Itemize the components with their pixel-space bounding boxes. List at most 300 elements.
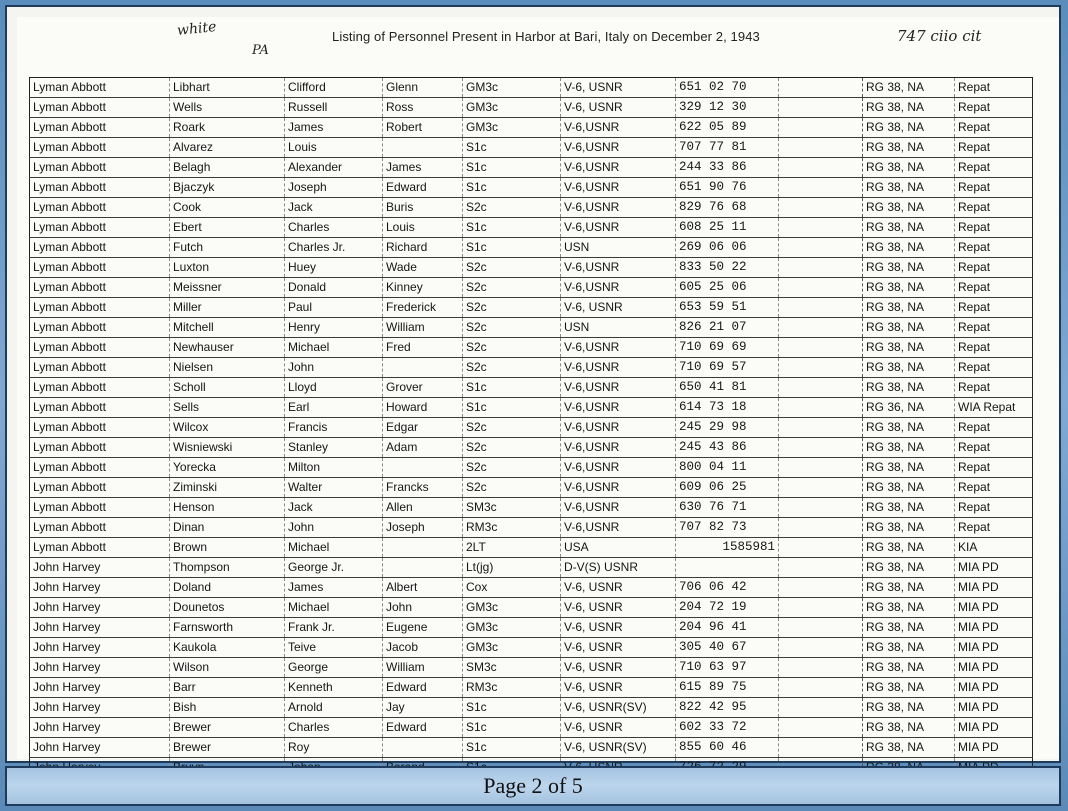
table-row bbox=[30, 258, 1033, 278]
table-row bbox=[30, 98, 1033, 118]
middle-name-cell: John bbox=[383, 598, 463, 618]
middle-name-cell: Edgar bbox=[383, 418, 463, 438]
last-name-cell: Ziminski bbox=[170, 478, 285, 498]
service-number-cell: 204 72 19 bbox=[676, 598, 779, 618]
record-group-cell: RG 38, NA bbox=[863, 438, 955, 458]
record-group-cell: RG 38, NA bbox=[863, 278, 955, 298]
last-name-cell: Roark bbox=[170, 118, 285, 138]
first-name-cell: Arnold bbox=[285, 698, 383, 718]
table-row bbox=[30, 278, 1033, 298]
blank-cell bbox=[779, 138, 863, 158]
service-cell: V-6, USNR bbox=[561, 658, 676, 678]
table-row bbox=[30, 338, 1033, 358]
status-cell: Repat bbox=[955, 318, 1033, 338]
service-cell: V-6,USNR bbox=[561, 498, 676, 518]
ship-cell: John Harvey bbox=[30, 718, 170, 738]
last-name-cell: Nielsen bbox=[170, 358, 285, 378]
ship-cell: John Harvey bbox=[30, 618, 170, 638]
record-group-cell: RG 38, NA bbox=[863, 598, 955, 618]
service-cell: V-6, USNR bbox=[561, 598, 676, 618]
last-name-cell: Wisniewski bbox=[170, 438, 285, 458]
blank-cell bbox=[779, 598, 863, 618]
table-row bbox=[30, 118, 1033, 138]
table-row bbox=[30, 378, 1033, 398]
blank-cell bbox=[779, 738, 863, 758]
rate-cell: S2c bbox=[463, 298, 561, 318]
middle-name-cell: Fred bbox=[383, 338, 463, 358]
table-row bbox=[30, 498, 1033, 518]
blank-cell bbox=[779, 418, 863, 438]
table-row bbox=[30, 658, 1033, 678]
rate-cell: S1c bbox=[463, 698, 561, 718]
last-name-cell: Farnsworth bbox=[170, 618, 285, 638]
service-cell: USN bbox=[561, 238, 676, 258]
service-cell: V-6, USNR bbox=[561, 638, 676, 658]
last-name-cell: Barr bbox=[170, 678, 285, 698]
ship-cell: Lyman Abbott bbox=[30, 198, 170, 218]
blank-cell bbox=[779, 178, 863, 198]
ship-cell: Lyman Abbott bbox=[30, 358, 170, 378]
last-name-cell: Bish bbox=[170, 698, 285, 718]
table-row bbox=[30, 598, 1033, 618]
blank-cell bbox=[779, 638, 863, 658]
record-group-cell: RG 38, NA bbox=[863, 678, 955, 698]
last-name-cell: Belagh bbox=[170, 158, 285, 178]
status-cell: Repat bbox=[955, 378, 1033, 398]
ship-cell: Lyman Abbott bbox=[30, 318, 170, 338]
table-row bbox=[30, 678, 1033, 698]
record-group-cell: RG 38, NA bbox=[863, 418, 955, 438]
record-group-cell: RG 38, NA bbox=[863, 178, 955, 198]
record-group-cell: RG 38, NA bbox=[863, 238, 955, 258]
record-group-cell: RG 38, NA bbox=[863, 658, 955, 678]
status-cell: Repat bbox=[955, 198, 1033, 218]
middle-name-cell: James bbox=[383, 158, 463, 178]
status-cell: Repat bbox=[955, 518, 1033, 538]
middle-name-cell bbox=[383, 738, 463, 758]
service-cell: V-6,USNR bbox=[561, 218, 676, 238]
blank-cell bbox=[779, 498, 863, 518]
first-name-cell: Francis bbox=[285, 418, 383, 438]
middle-name-cell: Richard bbox=[383, 238, 463, 258]
middle-name-cell: Buris bbox=[383, 198, 463, 218]
middle-name-cell: Kinney bbox=[383, 278, 463, 298]
ship-cell: John Harvey bbox=[30, 738, 170, 758]
service-cell: V-6, USNR bbox=[561, 298, 676, 318]
first-name-cell: Donald bbox=[285, 278, 383, 298]
document-title: Listing of Personnel Present in Harbor at Bari, Italy on December 2, 1943 bbox=[332, 29, 760, 44]
record-group-cell: RG 36, NA bbox=[863, 398, 955, 418]
service-cell: V-6,USNR bbox=[561, 518, 676, 538]
first-name-cell: James bbox=[285, 578, 383, 598]
blank-cell bbox=[779, 158, 863, 178]
table-row bbox=[30, 618, 1033, 638]
blank-cell bbox=[779, 118, 863, 138]
rate-cell: S2c bbox=[463, 278, 561, 298]
status-cell: Repat bbox=[955, 218, 1033, 238]
ship-cell: Lyman Abbott bbox=[30, 138, 170, 158]
first-name-cell: Kenneth bbox=[285, 678, 383, 698]
service-cell: V-6, USNR bbox=[561, 618, 676, 638]
personnel-table bbox=[29, 77, 1033, 778]
table-row bbox=[30, 358, 1033, 378]
status-cell: MIA PD bbox=[955, 698, 1033, 718]
middle-name-cell: Joseph bbox=[383, 518, 463, 538]
record-group-cell: RG 38, NA bbox=[863, 198, 955, 218]
blank-cell bbox=[779, 218, 863, 238]
ship-cell: John Harvey bbox=[30, 638, 170, 658]
service-number-cell bbox=[676, 558, 779, 578]
rate-cell: S1c bbox=[463, 378, 561, 398]
service-number-cell: 826 21 07 bbox=[676, 318, 779, 338]
last-name-cell: Luxton bbox=[170, 258, 285, 278]
middle-name-cell bbox=[383, 538, 463, 558]
service-cell: V-6,USNR bbox=[561, 158, 676, 178]
status-cell: Repat bbox=[955, 498, 1033, 518]
table-row bbox=[30, 518, 1033, 538]
ship-cell: John Harvey bbox=[30, 698, 170, 718]
blank-cell bbox=[779, 558, 863, 578]
status-cell: Repat bbox=[955, 278, 1033, 298]
last-name-cell: Scholl bbox=[170, 378, 285, 398]
first-name-cell: Lloyd bbox=[285, 378, 383, 398]
middle-name-cell: Glenn bbox=[383, 78, 463, 98]
record-group-cell: RG 38, NA bbox=[863, 318, 955, 338]
middle-name-cell bbox=[383, 458, 463, 478]
ship-cell: Lyman Abbott bbox=[30, 278, 170, 298]
service-cell: USA bbox=[561, 538, 676, 558]
middle-name-cell: Robert bbox=[383, 118, 463, 138]
ship-cell: Lyman Abbott bbox=[30, 338, 170, 358]
blank-cell bbox=[779, 358, 863, 378]
table-row bbox=[30, 438, 1033, 458]
service-cell: V-6,USNR bbox=[561, 398, 676, 418]
rate-cell: S2c bbox=[463, 318, 561, 338]
first-name-cell: Frank Jr. bbox=[285, 618, 383, 638]
scanned-page bbox=[17, 17, 1059, 759]
blank-cell bbox=[779, 458, 863, 478]
table-row bbox=[30, 458, 1033, 478]
last-name-cell: Henson bbox=[170, 498, 285, 518]
service-cell: V-6,USNR bbox=[561, 198, 676, 218]
middle-name-cell: Adam bbox=[383, 438, 463, 458]
service-number-cell: 245 29 98 bbox=[676, 418, 779, 438]
table-row bbox=[30, 198, 1033, 218]
status-cell: Repat bbox=[955, 438, 1033, 458]
status-cell: Repat bbox=[955, 138, 1033, 158]
middle-name-cell: Ross bbox=[383, 98, 463, 118]
first-name-cell: James bbox=[285, 118, 383, 138]
service-number-cell: 269 06 06 bbox=[676, 238, 779, 258]
record-group-cell: RG 38, NA bbox=[863, 478, 955, 498]
service-cell: D-V(S) USNR bbox=[561, 558, 676, 578]
ship-cell: Lyman Abbott bbox=[30, 478, 170, 498]
rate-cell: 2LT bbox=[463, 538, 561, 558]
status-cell: MIA PD bbox=[955, 718, 1033, 738]
record-group-cell: RG 38, NA bbox=[863, 378, 955, 398]
rate-cell: GM3c bbox=[463, 638, 561, 658]
service-number-cell: 608 25 11 bbox=[676, 218, 779, 238]
record-group-cell: RG 38, NA bbox=[863, 358, 955, 378]
middle-name-cell: Edward bbox=[383, 718, 463, 738]
page-indicator: Page 2 of 5 bbox=[483, 773, 583, 798]
service-number-cell: 244 33 86 bbox=[676, 158, 779, 178]
ship-cell: Lyman Abbott bbox=[30, 458, 170, 478]
table-row bbox=[30, 558, 1033, 578]
rate-cell: S2c bbox=[463, 258, 561, 278]
first-name-cell: Michael bbox=[285, 338, 383, 358]
blank-cell bbox=[779, 318, 863, 338]
status-cell: MIA PD bbox=[955, 738, 1033, 758]
blank-cell bbox=[779, 198, 863, 218]
rate-cell: RM3c bbox=[463, 518, 561, 538]
last-name-cell: Newhauser bbox=[170, 338, 285, 358]
document-panel bbox=[5, 5, 1061, 763]
first-name-cell: Milton bbox=[285, 458, 383, 478]
handwritten-note: 747 ciio cit bbox=[897, 27, 982, 45]
table-row bbox=[30, 638, 1033, 658]
service-cell: V-6, USNR(SV) bbox=[561, 698, 676, 718]
first-name-cell: Henry bbox=[285, 318, 383, 338]
middle-name-cell: Edward bbox=[383, 678, 463, 698]
record-group-cell: RG 38, NA bbox=[863, 618, 955, 638]
service-cell: V-6,USNR bbox=[561, 378, 676, 398]
rate-cell: S2c bbox=[463, 438, 561, 458]
last-name-cell: Doland bbox=[170, 578, 285, 598]
middle-name-cell: Wade bbox=[383, 258, 463, 278]
ship-cell: Lyman Abbott bbox=[30, 538, 170, 558]
blank-cell bbox=[779, 438, 863, 458]
service-number-cell: 707 82 73 bbox=[676, 518, 779, 538]
blank-cell bbox=[779, 258, 863, 278]
blank-cell bbox=[779, 578, 863, 598]
status-cell: Repat bbox=[955, 338, 1033, 358]
first-name-cell: John bbox=[285, 518, 383, 538]
first-name-cell: Jack bbox=[285, 198, 383, 218]
service-number-cell: 614 73 18 bbox=[676, 398, 779, 418]
last-name-cell: Wilcox bbox=[170, 418, 285, 438]
blank-cell bbox=[779, 298, 863, 318]
service-cell: V-6, USNR bbox=[561, 578, 676, 598]
ship-cell: John Harvey bbox=[30, 598, 170, 618]
ship-cell: Lyman Abbott bbox=[30, 158, 170, 178]
rate-cell: S1c bbox=[463, 398, 561, 418]
first-name-cell: Charles Jr. bbox=[285, 238, 383, 258]
status-cell: Repat bbox=[955, 298, 1033, 318]
service-number-cell: 822 42 95 bbox=[676, 698, 779, 718]
last-name-cell: Cook bbox=[170, 198, 285, 218]
last-name-cell: Wilson bbox=[170, 658, 285, 678]
service-number-cell: 630 76 71 bbox=[676, 498, 779, 518]
table-row bbox=[30, 78, 1033, 98]
rate-cell: SM3c bbox=[463, 658, 561, 678]
rate-cell: S2c bbox=[463, 338, 561, 358]
last-name-cell: Ebert bbox=[170, 218, 285, 238]
record-group-cell: RG 38, NA bbox=[863, 698, 955, 718]
blank-cell bbox=[779, 278, 863, 298]
first-name-cell: George bbox=[285, 658, 383, 678]
rate-cell: Cox bbox=[463, 578, 561, 598]
status-cell: Repat bbox=[955, 478, 1033, 498]
service-number-cell: 855 60 46 bbox=[676, 738, 779, 758]
first-name-cell: Walter bbox=[285, 478, 383, 498]
last-name-cell: Dinan bbox=[170, 518, 285, 538]
table-row bbox=[30, 718, 1033, 738]
blank-cell bbox=[779, 478, 863, 498]
page-footer bbox=[5, 766, 1061, 806]
service-number-cell: 833 50 22 bbox=[676, 258, 779, 278]
last-name-cell: Alvarez bbox=[170, 138, 285, 158]
middle-name-cell: Jacob bbox=[383, 638, 463, 658]
rate-cell: S2c bbox=[463, 458, 561, 478]
first-name-cell: John bbox=[285, 358, 383, 378]
ship-cell: John Harvey bbox=[30, 658, 170, 678]
rate-cell: Lt(jg) bbox=[463, 558, 561, 578]
middle-name-cell bbox=[383, 138, 463, 158]
rate-cell: S1c bbox=[463, 158, 561, 178]
middle-name-cell: Allen bbox=[383, 498, 463, 518]
service-cell: V-6,USNR bbox=[561, 418, 676, 438]
last-name-cell: Brewer bbox=[170, 718, 285, 738]
service-cell: V-6,USNR bbox=[561, 358, 676, 378]
table-row bbox=[30, 398, 1033, 418]
status-cell: Repat bbox=[955, 98, 1033, 118]
service-cell: V-6,USNR bbox=[561, 258, 676, 278]
blank-cell bbox=[779, 698, 863, 718]
service-cell: V-6, USNR bbox=[561, 718, 676, 738]
ship-cell: Lyman Abbott bbox=[30, 518, 170, 538]
status-cell: MIA PD bbox=[955, 558, 1033, 578]
status-cell: KIA bbox=[955, 538, 1033, 558]
service-cell: USN bbox=[561, 318, 676, 338]
last-name-cell: Thompson bbox=[170, 558, 285, 578]
rate-cell: SM3c bbox=[463, 498, 561, 518]
first-name-cell: Charles bbox=[285, 718, 383, 738]
service-number-cell: 710 69 69 bbox=[676, 338, 779, 358]
last-name-cell: Wells bbox=[170, 98, 285, 118]
middle-name-cell bbox=[383, 358, 463, 378]
first-name-cell: Earl bbox=[285, 398, 383, 418]
last-name-cell: Brown bbox=[170, 538, 285, 558]
first-name-cell: Jack bbox=[285, 498, 383, 518]
first-name-cell: Stanley bbox=[285, 438, 383, 458]
service-cell: V-6,USNR bbox=[561, 458, 676, 478]
rate-cell: S2c bbox=[463, 478, 561, 498]
status-cell: MIA PD bbox=[955, 578, 1033, 598]
blank-cell bbox=[779, 78, 863, 98]
ship-cell: Lyman Abbott bbox=[30, 438, 170, 458]
rate-cell: GM3c bbox=[463, 618, 561, 638]
table-row bbox=[30, 178, 1033, 198]
service-number-cell: 602 33 72 bbox=[676, 718, 779, 738]
status-cell: Repat bbox=[955, 458, 1033, 478]
blank-cell bbox=[779, 518, 863, 538]
middle-name-cell: Francks bbox=[383, 478, 463, 498]
service-cell: V-6, USNR bbox=[561, 98, 676, 118]
record-group-cell: RG 38, NA bbox=[863, 518, 955, 538]
rate-cell: S1c bbox=[463, 218, 561, 238]
service-number-cell: 615 89 75 bbox=[676, 678, 779, 698]
ship-cell: Lyman Abbott bbox=[30, 78, 170, 98]
service-number-cell: 710 63 97 bbox=[676, 658, 779, 678]
handwritten-note: white bbox=[176, 18, 218, 40]
record-group-cell: RG 38, NA bbox=[863, 498, 955, 518]
middle-name-cell: Edward bbox=[383, 178, 463, 198]
table-row bbox=[30, 318, 1033, 338]
service-number-cell: 653 59 51 bbox=[676, 298, 779, 318]
status-cell: WIA Repat bbox=[955, 398, 1033, 418]
blank-cell bbox=[779, 398, 863, 418]
middle-name-cell: Howard bbox=[383, 398, 463, 418]
service-number-cell: 650 41 81 bbox=[676, 378, 779, 398]
last-name-cell: Miller bbox=[170, 298, 285, 318]
service-number-cell: 609 06 25 bbox=[676, 478, 779, 498]
service-number-cell: 204 96 41 bbox=[676, 618, 779, 638]
first-name-cell: Louis bbox=[285, 138, 383, 158]
service-cell: V-6,USNR bbox=[561, 138, 676, 158]
rate-cell: S2c bbox=[463, 198, 561, 218]
last-name-cell: Libhart bbox=[170, 78, 285, 98]
table-row bbox=[30, 158, 1033, 178]
first-name-cell: George Jr. bbox=[285, 558, 383, 578]
blank-cell bbox=[779, 658, 863, 678]
record-group-cell: RG 38, NA bbox=[863, 118, 955, 138]
service-cell: V-6,USNR bbox=[561, 278, 676, 298]
table-row bbox=[30, 218, 1033, 238]
first-name-cell: Michael bbox=[285, 538, 383, 558]
first-name-cell: Michael bbox=[285, 598, 383, 618]
status-cell: Repat bbox=[955, 78, 1033, 98]
status-cell: MIA PD bbox=[955, 598, 1033, 618]
ship-cell: Lyman Abbott bbox=[30, 418, 170, 438]
blank-cell bbox=[779, 238, 863, 258]
service-number-cell: 800 04 11 bbox=[676, 458, 779, 478]
blank-cell bbox=[779, 378, 863, 398]
status-cell: Repat bbox=[955, 258, 1033, 278]
record-group-cell: RG 38, NA bbox=[863, 98, 955, 118]
rate-cell: S2c bbox=[463, 418, 561, 438]
rate-cell: GM3c bbox=[463, 118, 561, 138]
ship-cell: John Harvey bbox=[30, 678, 170, 698]
rate-cell: GM3c bbox=[463, 598, 561, 618]
status-cell: MIA PD bbox=[955, 638, 1033, 658]
service-cell: V-6,USNR bbox=[561, 178, 676, 198]
service-number-cell: 305 40 67 bbox=[676, 638, 779, 658]
middle-name-cell: Frederick bbox=[383, 298, 463, 318]
rate-cell: S1c bbox=[463, 238, 561, 258]
record-group-cell: RG 38, NA bbox=[863, 218, 955, 238]
first-name-cell: Alexander bbox=[285, 158, 383, 178]
record-group-cell: RG 38, NA bbox=[863, 538, 955, 558]
table-row bbox=[30, 478, 1033, 498]
service-number-cell: 651 02 70 bbox=[676, 78, 779, 98]
service-number-cell: 651 90 76 bbox=[676, 178, 779, 198]
service-cell: V-6,USNR bbox=[561, 438, 676, 458]
first-name-cell: Russell bbox=[285, 98, 383, 118]
blank-cell bbox=[779, 718, 863, 738]
record-group-cell: RG 38, NA bbox=[863, 338, 955, 358]
service-number-cell: 622 05 89 bbox=[676, 118, 779, 138]
record-group-cell: RG 38, NA bbox=[863, 138, 955, 158]
status-cell: Repat bbox=[955, 358, 1033, 378]
service-cell: V-6, USNR bbox=[561, 78, 676, 98]
table-row bbox=[30, 738, 1033, 758]
ship-cell: Lyman Abbott bbox=[30, 218, 170, 238]
record-group-cell: RG 38, NA bbox=[863, 158, 955, 178]
first-name-cell: Teive bbox=[285, 638, 383, 658]
ship-cell: Lyman Abbott bbox=[30, 178, 170, 198]
record-group-cell: RG 38, NA bbox=[863, 298, 955, 318]
